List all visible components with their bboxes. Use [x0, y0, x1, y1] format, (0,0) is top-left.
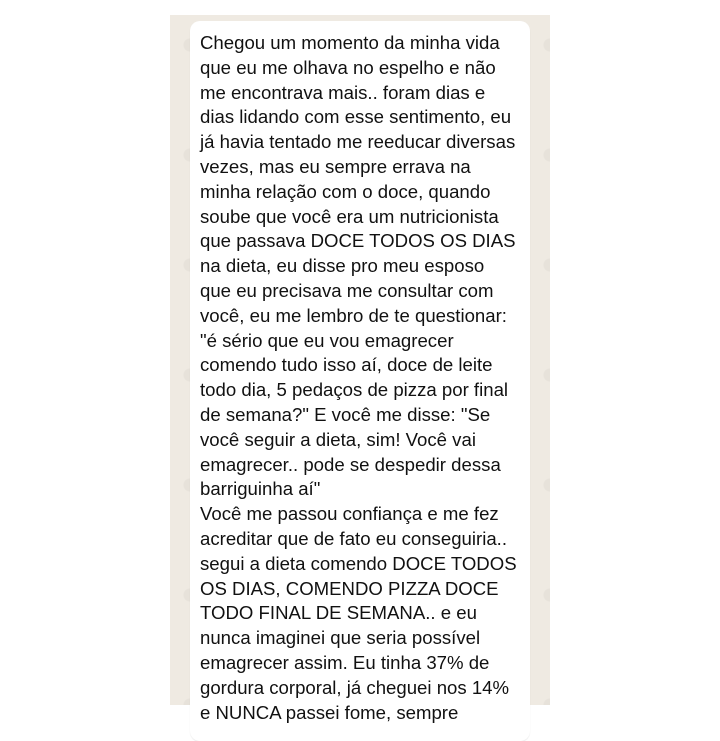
message-line: Você me passou confiança e me fez — [200, 503, 499, 525]
message-line: você, eu me lembro de te questionar: — [200, 304, 507, 326]
message-text — [200, 31, 528, 725]
message-line: Chegou um momento da minha vida — [200, 32, 500, 53]
message-line: comendo tudo isso aí, doce de leite — [200, 354, 493, 376]
message-line: soube que você era um nutricionista — [200, 205, 499, 227]
message-line: emagrecer assim. Eu tinha 37% de — [200, 651, 490, 673]
message-line: já havia tentado me reeducar diversas — [200, 131, 516, 153]
message-line: TODO FINAL DE SEMANA.. e eu — [200, 602, 477, 624]
message-line: na dieta, eu disse pro meu esposo — [200, 255, 485, 277]
message-line: todo dia, 5 pedaços de pizza por final — [200, 379, 509, 401]
message-line: que eu me olhava no espelho e não — [200, 56, 496, 78]
message-line: você seguir a dieta, sim! Você vai — [200, 428, 476, 450]
message-line: que eu precisava me consultar com — [200, 279, 494, 301]
message-line: e NUNCA passei fome, sempre — [200, 701, 459, 723]
message-line: que passava DOCE TODOS OS DIAS — [200, 230, 516, 252]
message-line: de semana?" E você me disse: "Se — [200, 403, 491, 425]
message-line: "é sério que eu vou emagrecer — [200, 329, 454, 351]
message-line: barriguinha aí" — [200, 478, 321, 500]
message-line: segui a dieta comendo DOCE TODOS — [200, 552, 517, 574]
message-line: gordura corporal, já cheguei nos 14% — [200, 676, 510, 698]
message-line: vezes, mas eu sempre errava na — [200, 155, 471, 177]
message-line: minha relação com o doce, quando — [200, 180, 491, 202]
message-line: dias lidando com esse sentimento, eu — [200, 106, 512, 128]
message-bubble[interactable] — [190, 21, 530, 741]
message-line: emagrecer.. pode se despedir dessa — [200, 453, 501, 475]
message-line: acreditar que de fato eu conseguiria.. — [200, 527, 507, 549]
message-line: me encontrava mais.. foram dias e — [200, 81, 486, 103]
chat-background — [170, 15, 550, 723]
message-line: OS DIAS, COMENDO PIZZA DOCE — [200, 577, 499, 599]
message-line: nunca imaginei que seria possível — [200, 627, 481, 649]
